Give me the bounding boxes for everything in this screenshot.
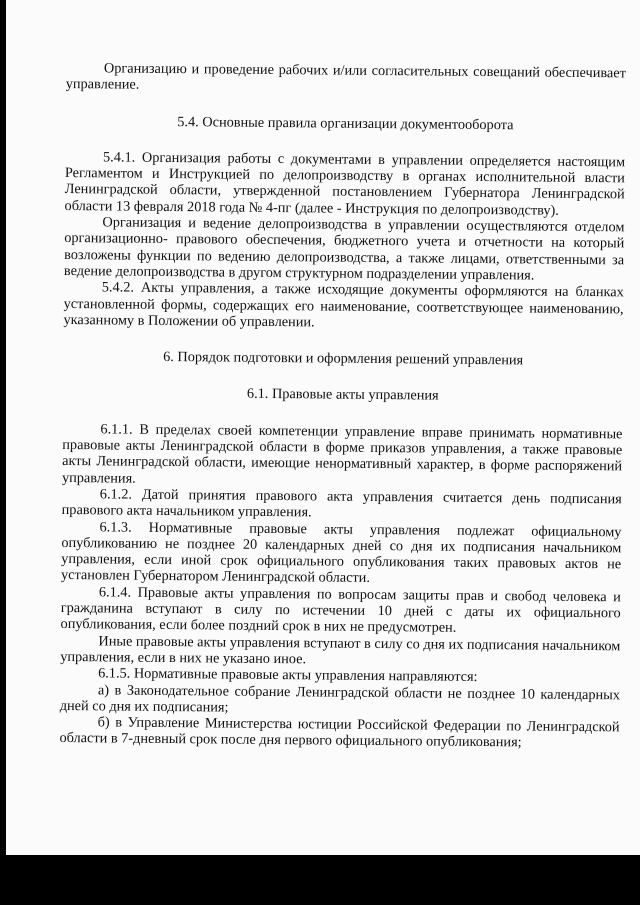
paragraph-6-1-5: 6.1.5. Нормативные правовые акты управления направляются: [98,665,478,686]
paragraph-6-1-1: 6.1.1. В пределах своей компетенции управление вправе принимать нормативные правовые акты Ленинградской области в форме приказов управления, а также правовые акты Ленинградской области, имеющие ненормативный характер, в форме распоряжений управления. [61,421,623,487]
document-body [59,60,626,752]
paragraph-other-acts: Иные правовые акты управления вступают в силу со дня их подписания начальником управления, если в них не указано иное. [60,632,621,668]
document-sheet [6,0,640,855]
list-item-b: б) в Управление Министерства юстиции Российской Федерации по Ленинградской области в 7-дневный срок после дня первого официального опубликования; [59,714,620,751]
paragraph-records-management: Организация и ведение делопроизводства в управлении осуществляются отделом организационно- правового обеспечения, бюджетного учета и отчетности на который возложены функции по ведению делопроизводства, а также лицами, ответственными за ведение делопроизводства в другом структурном подразделении управления. [63,214,625,284]
paragraph-6-1-2: 6.1.2. Датой принятия правового акта управления считается день подписания правового акта начальником управления. [61,486,622,521]
heading-6-1: 6.1. Правовые акты управления [246,386,439,405]
heading-5-4: 5.4. Основные правила организации документооборота [177,113,514,133]
heading-6: 6. Порядок подготовки и оформления решений управления [163,349,524,369]
paragraph-6-1-4: 6.1.4. Правовые акты управления по вопросам защиты прав и свобод человека и гражданина вступают в силу по истечении 10 дней с даты их официального опубликования, если более поздний срок в них не предусмотрен. [60,584,621,637]
paragraph-5-4-2: 5.4.2. Акты управления, а также исходящие документы оформляются на бланках установленной формы, содержащих его наименование, соответствующее наименованию, указанному в Положении об управлении. [63,279,624,331]
list-item-a: а) в Законодательное собрание Ленинградской области не позднее 10 календарных дней со дня их подписания; [59,681,621,716]
paragraph-6-1-3: 6.1.3. Нормативные правовые акты управления подлежат официальному опубликованию не позднее 20 календарных дней со дня их подписания начальником управления, если иной срок официального опубликования таких правовых актов не установлен Губернатором Ленинградской области. [60,518,622,587]
paragraph-meetings: Организацию и проведение рабочих и/или согласительных совещаний обеспечивает управление. [65,60,626,94]
paragraph-5-4-1: 5.4.1. Организация работы с документами в управлении определяется настоящим Регламентом и Инструкцией по делопроизводству в органах исполнительной власти Ленинградской области, утвержденной постановлением Губернатора Ленинградской области 13 февраля 2018 года № 4-пг (далее - Инструкция по делопроизводству). [64,149,626,219]
